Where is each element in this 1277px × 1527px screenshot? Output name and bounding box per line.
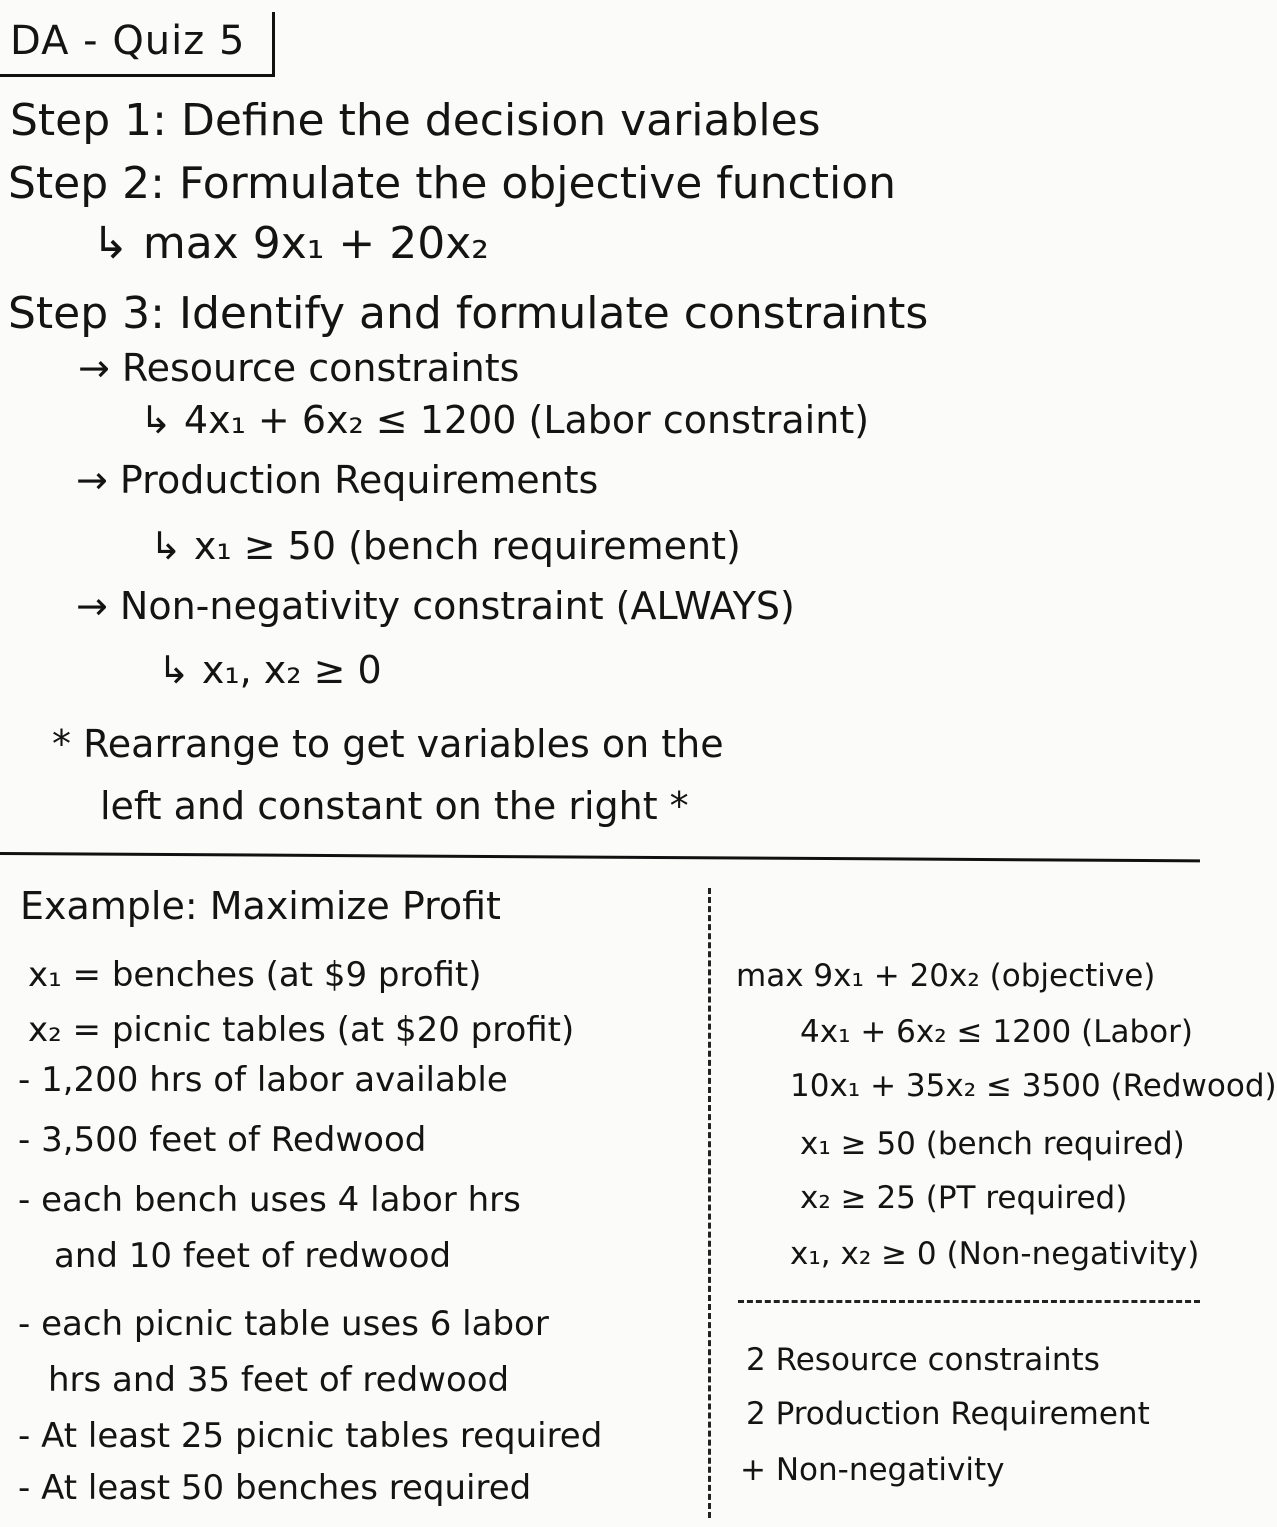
page-title: DA - Quiz 5 — [10, 18, 246, 64]
fact-bench-usage-cont: and 10 feet of redwood — [54, 1236, 452, 1276]
summary-resource: 2 Resource constraints — [746, 1342, 1100, 1378]
variable-x1: x₁ = benches (at $9 profit) — [28, 955, 482, 995]
variable-x2: x₂ = picnic tables (at $20 profit) — [28, 1010, 575, 1050]
fact-bench-usage: - each bench uses 4 labor hrs — [18, 1180, 521, 1220]
fact-redwood: - 3,500 feet of Redwood — [18, 1120, 427, 1160]
model-pt: x₂ ≥ 25 (PT required) — [800, 1180, 1128, 1216]
fact-bench-requirement: - At least 50 benches required — [18, 1468, 532, 1508]
summary-production: 2 Production Requirement — [746, 1396, 1150, 1432]
fact-table-usage: - each picnic table uses 6 labor — [18, 1304, 549, 1344]
resource-heading: → Resource constraints — [78, 346, 520, 390]
note-line-1: * Rearrange to get variables on the — [52, 722, 724, 766]
bench-requirement: ↳ x₁ ≥ 50 (bench requirement) — [150, 524, 741, 568]
model-labor: 4x₁ + 6x₂ ≤ 1200 (Labor) — [800, 1014, 1193, 1050]
nonneg-heading: → Non-negativity constraint (ALWAYS) — [76, 584, 795, 628]
step-2: Step 2: Formulate the objective function — [8, 158, 897, 209]
step-1: Step 1: Define the decision variables — [10, 95, 821, 146]
labor-constraint: ↳ 4x₁ + 6x₂ ≤ 1200 (Labor constraint) — [140, 398, 870, 442]
objective-function: ↳ max 9x₁ + 20x₂ — [92, 218, 489, 269]
note-line-2: left and constant on the right * — [100, 784, 689, 828]
model-objective: max 9x₁ + 20x₂ (objective) — [736, 958, 1156, 994]
production-heading: → Production Requirements — [76, 458, 599, 502]
model-redwood: 10x₁ + 35x₂ ≤ 3500 (Redwood) — [790, 1068, 1277, 1104]
model-bench: x₁ ≥ 50 (bench required) — [800, 1126, 1185, 1162]
section-divider — [0, 852, 1200, 862]
example-heading: Example: Maximize Profit — [20, 884, 501, 928]
fact-table-requirement: - At least 25 picnic tables required — [18, 1416, 603, 1456]
model-nonneg: x₁, x₂ ≥ 0 (Non-negativity) — [790, 1236, 1200, 1272]
fact-table-usage-cont: hrs and 35 feet of redwood — [48, 1360, 510, 1400]
step-3: Step 3: Identify and formulate constraints — [8, 288, 929, 339]
summary-nonneg: + Non-negativity — [740, 1452, 1005, 1488]
summary-separator — [738, 1300, 1200, 1303]
fact-labor: - 1,200 hrs of labor available — [18, 1060, 508, 1100]
column-divider — [708, 888, 711, 1518]
nonneg-constraint: ↳ x₁, x₂ ≥ 0 — [158, 648, 382, 692]
